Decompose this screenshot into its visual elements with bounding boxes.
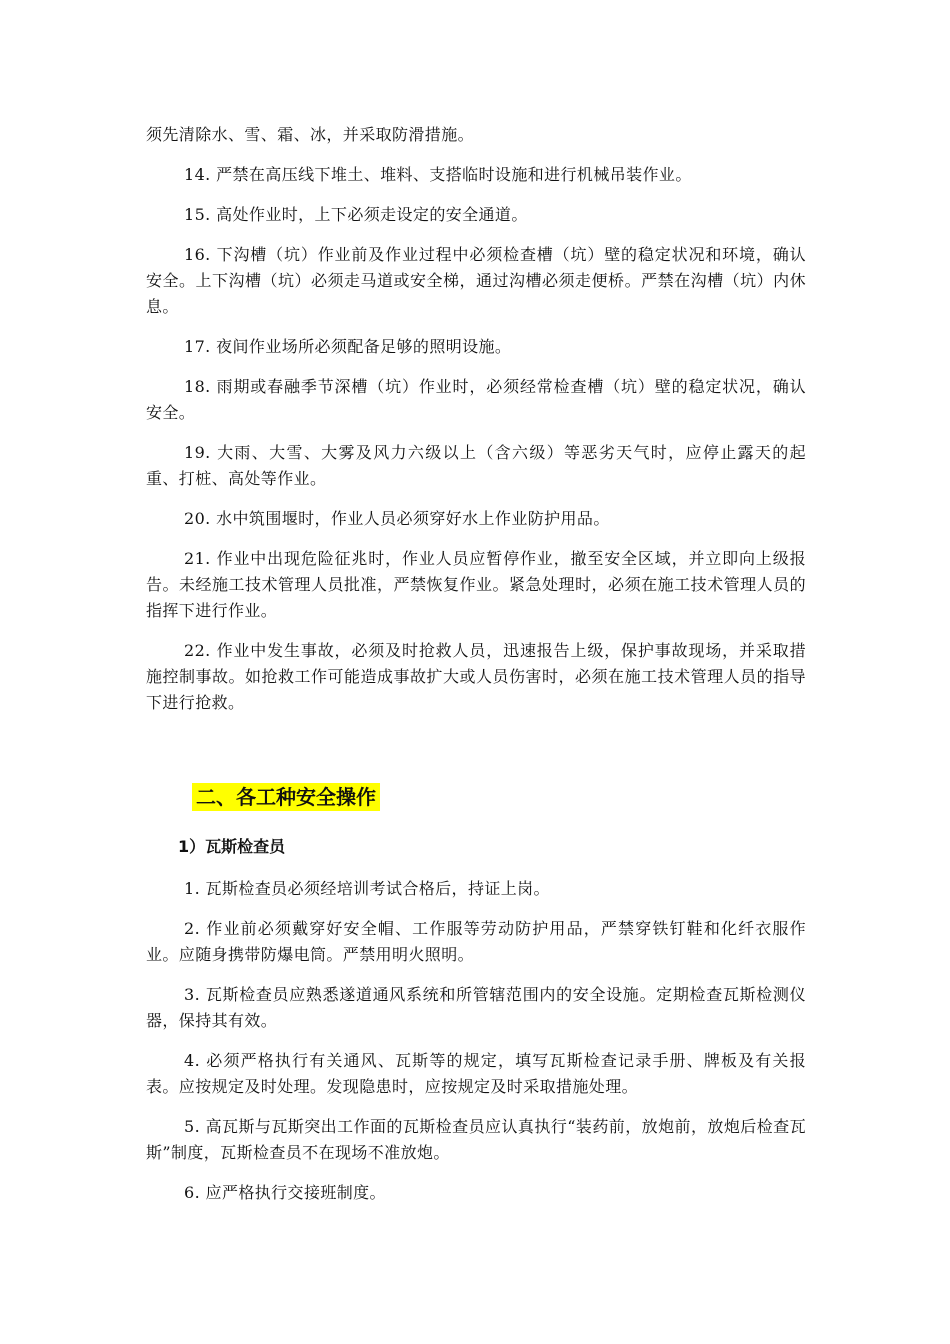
rule-item-21: 21. 作业中出现危险征兆时，作业人员应暂停作业，撤至安全区域，并立即向上级报告。未经施工技术管理人员批准，严禁恢复作业。紧急处理时，必须在施工技术管理人员的指挥下进行作业。 xyxy=(146,549,806,620)
gas-inspector-item-1: 1. 瓦斯检查员必须经培训考试合格后，持证上岗。 xyxy=(184,879,550,898)
gas-inspector-item-4: 4. 必须严格执行有关通风、瓦斯等的规定，填写瓦斯检查记录手册、牌板及有关报表。应按规定及时处理。发现隐患时，应按规定及时采取措施处理。 xyxy=(146,1051,806,1096)
document-page xyxy=(146,122,806,1220)
rule-item-20: 20. 水中筑围堰时，作业人员必须穿好水上作业防护用品。 xyxy=(184,509,610,528)
section-heading xyxy=(192,782,806,812)
gas-inspector-item-5: 5. 高瓦斯与瓦斯突出工作面的瓦斯检查员应认真执行“装药前，放炮前，放炮后检查瓦斯”制度，瓦斯检查员不在现场不准放炮。 xyxy=(146,1117,806,1162)
continuation-paragraph: 须先清除水、雪、霜、冰，并采取防滑措施。 xyxy=(146,125,475,144)
gas-inspector-item-2: 2. 作业前必须戴穿好安全帽、工作服等劳动防护用品，严禁穿铁钉鞋和化纤衣服作业。应随身携带防爆电筒。严禁用明火照明。 xyxy=(146,919,806,964)
rule-item-17: 17. 夜间作业场所必须配备足够的照明设施。 xyxy=(184,337,512,356)
gas-inspector-item-3: 3. 瓦斯检查员应熟悉遂道通风系统和所管辖范围内的安全设施。定期检查瓦斯检测仪器，保持其有效。 xyxy=(146,985,806,1030)
sub-heading: 1）瓦斯检查员 xyxy=(178,837,286,856)
rule-item-15: 15. 高处作业时，上下必须走设定的安全通道。 xyxy=(184,205,528,224)
section-heading-text: 二、各工种安全操作 xyxy=(192,783,380,811)
rule-item-14: 14. 严禁在高压线下堆土、堆料、支搭临时设施和进行机械吊装作业。 xyxy=(184,165,692,184)
rule-item-18: 18. 雨期或春融季节深槽（坑）作业时，必须经常检查槽（坑）壁的稳定状况，确认安全。 xyxy=(146,377,806,422)
rule-item-16: 16. 下沟槽（坑）作业前及作业过程中必须检查槽（坑）壁的稳定状况和环境，确认安全。上下沟槽（坑）必须走马道或安全梯，通过沟槽必须走便桥。严禁在沟槽（坑）内休息。 xyxy=(146,245,806,316)
rule-item-22: 22. 作业中发生事故，必须及时抢救人员，迅速报告上级，保护事故现场，并采取措施控制事故。如抢救工作可能造成事故扩大或人员伤害时，必须在施工技术管理人员的指导下进行抢救。 xyxy=(146,641,806,712)
rule-item-19: 19. 大雨、大雪、大雾及风力六级以上（含六级）等恶劣天气时，应停止露天的起重、打桩、高处等作业。 xyxy=(146,443,806,488)
gas-inspector-item-6: 6. 应严格执行交接班制度。 xyxy=(184,1183,386,1202)
